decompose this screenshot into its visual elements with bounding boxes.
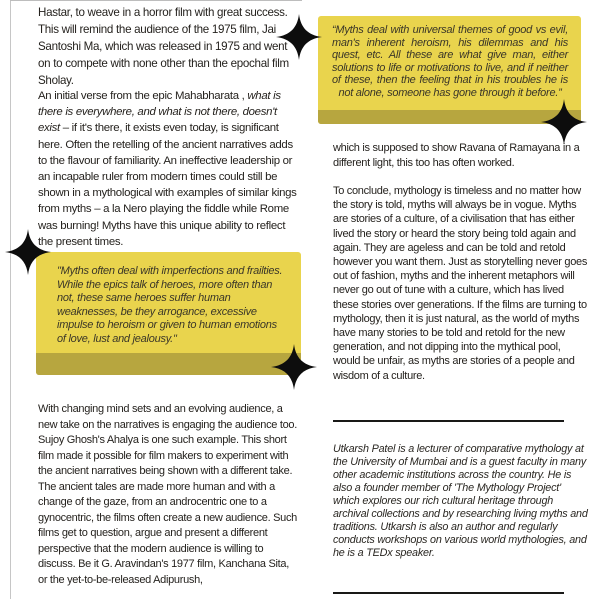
- pull-quote-right-text: “Myths deal with universal themes of good vs evil, man's inherent heroism, his dilemmas and his quest, etc. All these are what give man, either solutions to life or motivations to live, and if neither of these, then the feeling that in his troubles he is not alone, someone has gone through it before.”: [332, 24, 568, 99]
- quote-box-bottom-strip: [36, 353, 301, 375]
- left-column-paragraph-1: Hastar, to weave in a horror film with great success. This will remind the audience of the 1975 film, Jai Santoshi Ma, which was released in 1975 and went on to compete with none other than the epochal film Sholay.: [38, 6, 289, 87]
- left-column-paragraph-3: With changing mind sets and an evolving audience, a new take on the narratives is engaging the audience too. Sujoy Ghosh's Ahalya is one such example. This short film made it possible for film makers to experiment with the ancient narratives being shown with a different take. The ancient tales are made more human and with a change of the gaze, from an androcentric one to a gynocentric, the films often create a new audience. Such films get to question, argue and present a different perspective that the modern audience is willing to discuss. Be it G. Aravindan's 1977 film, Kanchana Sita, or the yet-to-be-released Adipurush,: [38, 403, 298, 586]
- pull-quote-box-left: [36, 252, 301, 375]
- sparkle-icon: [276, 14, 322, 60]
- sparkle-icon: [5, 229, 51, 275]
- pull-quote-left-text: "Myths often deal with imperfections and frailties. While the epics talk of heroes, more often than not, these same heroes suffer human weaknesses, be they arrogance, excessive impulse to heroism or given to human emotions of love, lust and jealousy.": [57, 265, 283, 345]
- bio-top-divider-line: [333, 420, 564, 422]
- right-column-paragraph-2: To conclude, mythology is timeless and no matter how the story is told, myths will always be in vogue. Myths are stories of a culture, of a civilisation that has either lived the story or heard the story being told again and again. They are ageless and can be told and retold however you want them. Just as storytelling never goes out of fashion, myths and the inherent metaphors will never go out of tune with a culture, which has lived these stories over generations. If the films are turning to mythology, then it is just natural, as the world of myths have many stories to be told and retold for the new generation, and not dipping into the mythical pool, would be unfair, as myths are stories of a people and wisdom of a culture.: [333, 185, 588, 382]
- page-left-border-line: [10, 0, 11, 599]
- left-column-paragraph-2: An initial verse from the epic Mahabharata , what is there is everywhere, and what is not there, doesn't exist – if it's there, it exists even today, is significant here. Often the retelling of the ancient narratives adds to the flavour of familiarity. An ineffective leadership or an incapable ruler from modern times could still be shown in a mythological with examples of similar kings from myths – a la Nero playing the fiddle while Rome was burning! Myths have this unique ability to reflect the present times.: [38, 90, 297, 248]
- author-bio-text: Utkarsh Patel is a lecturer of comparative mythology at the University of Mumbai and is a guest faculty in many other academic institutions across the country. He is also a founder member of 'The Mythology Project' which explores our rich cultural heritage through archival collections and by researching living myths and traditions. Utkarsh is also an author and regularly conducts workshops on various world mythologies, and he is a TEDx speaker.: [333, 443, 588, 559]
- sparkle-icon: [271, 344, 317, 390]
- page-top-border-line: [10, 0, 302, 1]
- right-column-paragraph-1: which is supposed to show Ravana of Ramayana in a different light, this too has often worked.: [333, 142, 580, 169]
- sparkle-icon: [541, 99, 587, 145]
- bio-bottom-divider-line: [333, 592, 564, 594]
